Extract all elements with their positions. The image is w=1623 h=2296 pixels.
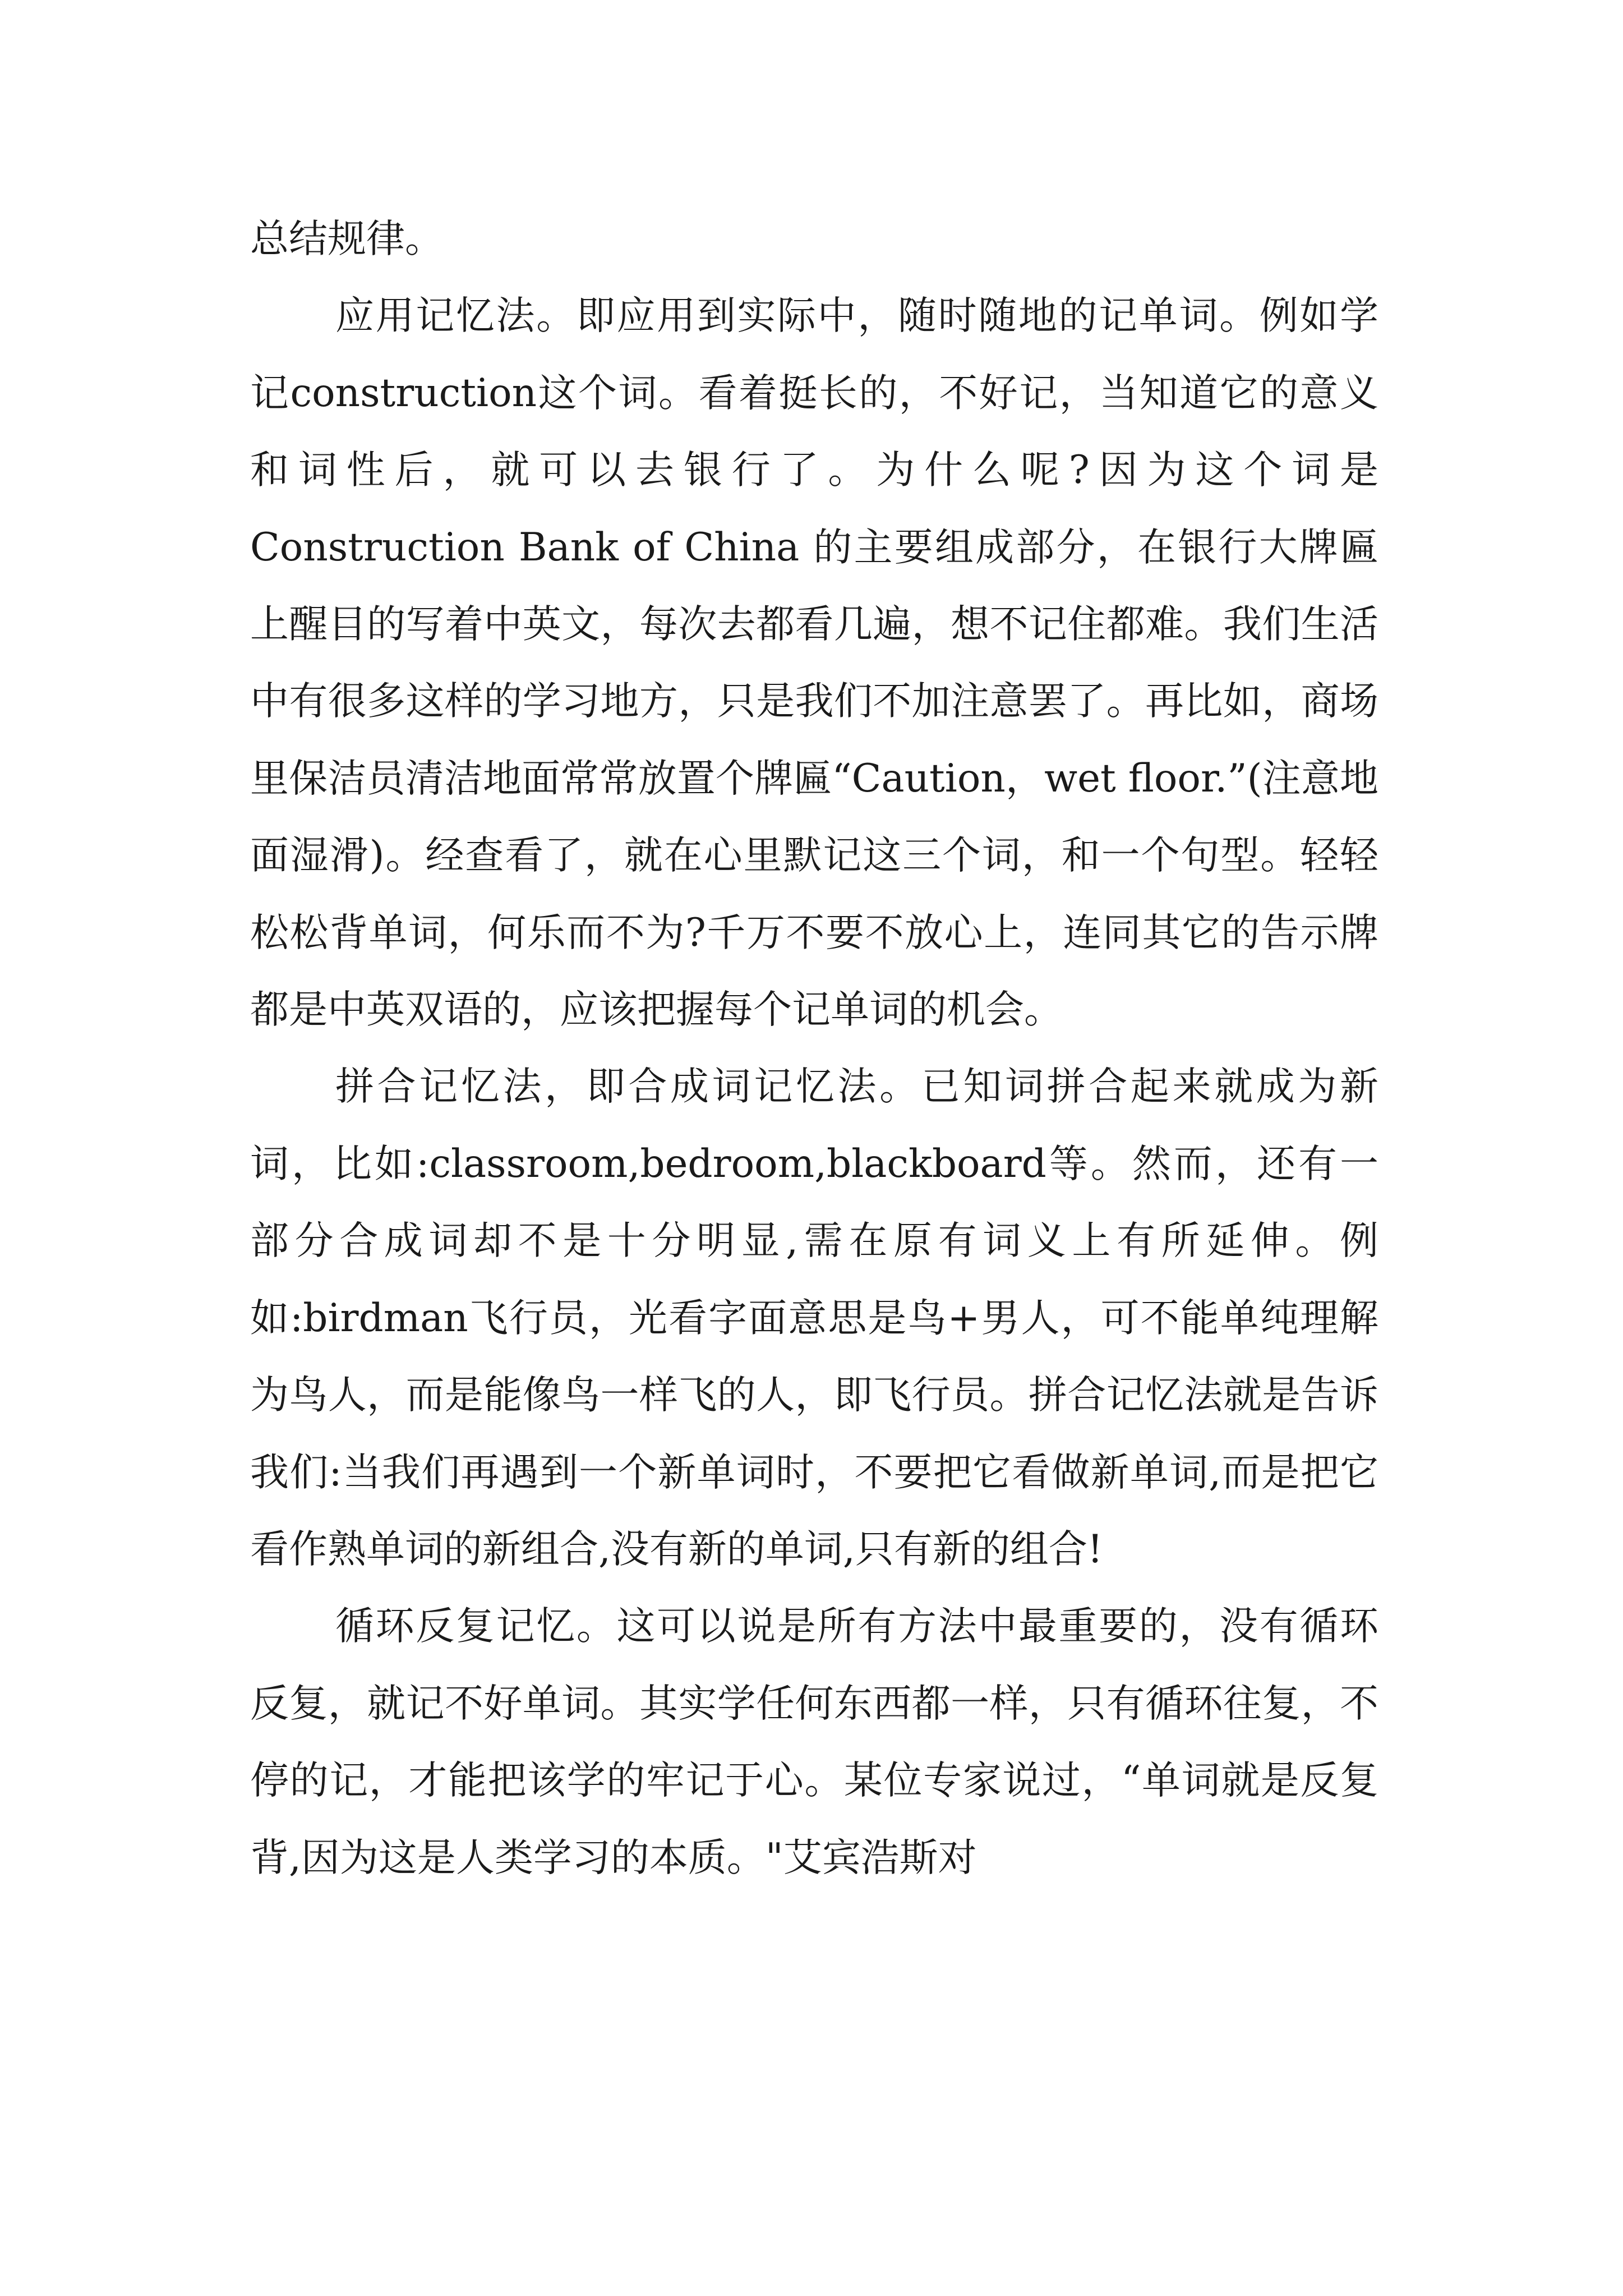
paragraph-repetition-memory: 循环反复记忆。这可以说是所有方法中最重要的，没有循环反复，就记不好单词。其实学任何东西都一样，只有循环往复，不停的记，才能把该学的牢记于心。某位专家说过，“单词就是反复背,因为这是人类学习的本质。"艾宾浩斯对: [250, 1604, 1378, 1880]
paragraph-applied-memory: 应用记忆法。即应用到实际中，随时随地的记单词。例如学记construction这个词。看着挺长的，不好记，当知道它的意义和词性后，就可以去银行了。为什么呢?因为这个词是Construction Bank of China 的主要组成部分，在银行大牌匾上醒目的写着中英文，每次去都看几遍，想不记住都难。我们生活中有很多这样的学习地方，只是我们不加注意罢了。再比如，商场里保洁员清洁地面常常放置个牌匾“Caution，wet floor.”(注意地面湿滑)。经查看了，就在心里默记这三个词，和一个句型。轻轻松松背单词，何乐而不为?千万不要不放心上，连同其它的告示牌都是中英双语的，应该把握每个记单词的机会。: [250, 293, 1378, 1033]
document-body: [250, 201, 1378, 1897]
paragraph-summary-end: 总结规律。: [250, 217, 444, 261]
paragraph-compound-memory: 拼合记忆法，即合成词记忆法。已知词拼合起来就成为新词，比如:classroom,bedroom,blackboard等。然而，还有一部分合成词却不是十分明显,需在原有词义上有所延伸。例如:birdman飞行员，光看字面意思是鸟+男人，可不能单纯理解为鸟人，而是能像鸟一样飞的人，即飞行员。拼合记忆法就是告诉我们:当我们再遇到一个新单词时，不要把它看做新单词,而是把它看作熟单词的新组合,没有新的单词,只有新的组合!: [250, 1064, 1378, 1572]
